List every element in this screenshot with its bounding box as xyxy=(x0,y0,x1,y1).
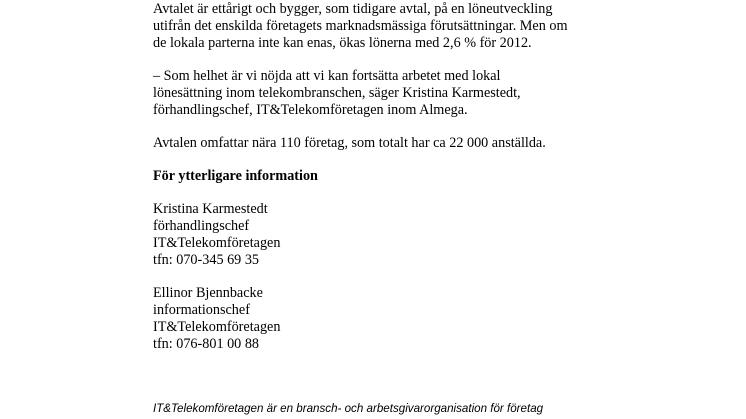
contact-organization: IT&Telekomföretagen xyxy=(153,319,281,335)
contact-block-1 xyxy=(153,201,280,269)
contact-title: förhandlingschef xyxy=(153,218,250,234)
contact-name: Ellinor Bjennbacke xyxy=(153,285,263,301)
contact-phone: tfn: 070-345 69 35 xyxy=(153,252,260,268)
contact-organization: IT&Telekomföretagen xyxy=(153,235,281,251)
contact-name: Kristina Karmestedt xyxy=(153,201,268,217)
body-paragraph-1: Avtalet är ettårigt och bygger, som tidigare avtal, på en löneutveckling utifrån det enskilda företagets marknadsmässiga förutsättningar. Men om de lokala parterna inte kan enas, ökas lönerna med 2,6 % för 2012. xyxy=(153,1,568,51)
body-paragraph-3: Avtalen omfattar nära 110 företag, som totalt har ca 22 000 anställda. xyxy=(153,135,546,151)
body-paragraph-quote: – Som helhet är vi nöjda att vi kan fortsätta arbetet med lokal lönesättning inom telekombranschen, säger Kristina Karmestedt, förhandlingschef, IT&Telekomföretagen inom Almega. xyxy=(153,68,521,118)
info-heading: För ytterligare information xyxy=(153,168,318,184)
footer-text: IT&Telekomföretagen är en bransch- och arbetsgivarorganisation för företag xyxy=(153,402,544,415)
contact-phone: tfn: 076-801 00 88 xyxy=(153,336,260,352)
contact-block-2 xyxy=(153,285,280,353)
contact-title: informationschef xyxy=(153,302,250,318)
